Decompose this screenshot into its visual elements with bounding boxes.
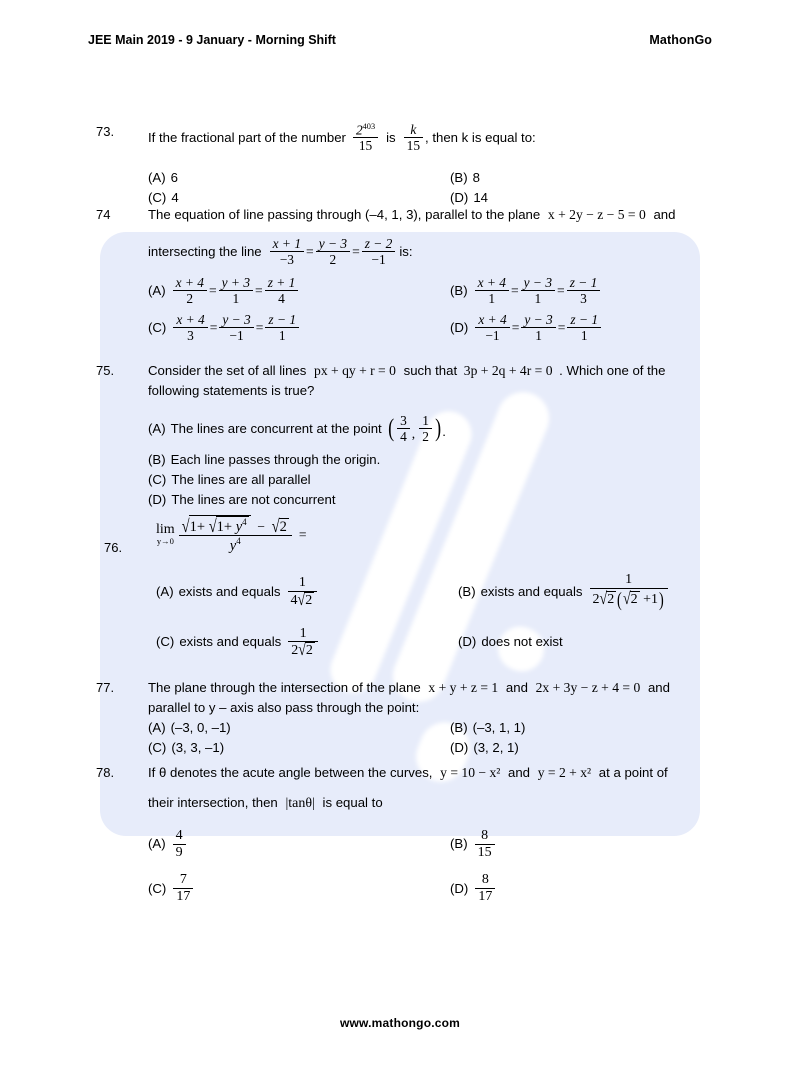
question-77 xyxy=(96,678,736,758)
option-frac-x xyxy=(173,312,207,343)
q74-line1-b: and xyxy=(653,207,676,222)
q77-line1-c: and xyxy=(647,680,670,695)
equals-sign: = xyxy=(557,282,565,298)
option-label: (D) xyxy=(450,319,469,335)
q74-options xyxy=(148,275,736,343)
equals-sign: = xyxy=(511,319,520,335)
question-76 xyxy=(104,515,744,659)
q77-line2: parallel to y – axis also pass through the point: xyxy=(148,700,420,715)
option-text: The lines are not concurrent xyxy=(171,492,336,507)
frac-num: 4 xyxy=(175,828,183,843)
frac-num: 1 xyxy=(625,572,633,588)
frac-den: −1 xyxy=(362,251,396,267)
option-row xyxy=(148,168,736,188)
option-b[interactable] xyxy=(450,275,602,306)
equals-sign: = xyxy=(352,243,360,259)
option-b[interactable] xyxy=(148,450,736,470)
option-label: (B) xyxy=(458,583,476,599)
question-body xyxy=(148,763,736,905)
q73-frac2-num: k xyxy=(410,122,417,138)
frac-den: 2 xyxy=(419,428,432,444)
option-value: (–3, 0, –1) xyxy=(170,720,231,735)
q73-fraction-2 xyxy=(404,122,423,153)
lim-subscript: y→0 xyxy=(156,536,174,547)
frac-den: 17 xyxy=(475,888,495,905)
option-a[interactable] xyxy=(148,168,450,188)
option-fraction xyxy=(173,872,193,904)
frac-den: 4 xyxy=(265,290,299,306)
question-78 xyxy=(96,763,736,905)
footer-url: www.mathongo.com xyxy=(339,1016,461,1030)
option-row xyxy=(148,275,736,306)
option-label: (C) xyxy=(148,190,167,206)
q78-curve-1: y = 10 − x² xyxy=(440,765,501,780)
option-c[interactable] xyxy=(148,312,450,343)
question-number: 73. xyxy=(96,124,115,139)
option-d[interactable] xyxy=(148,490,736,510)
sqrt-two-icon: √2 xyxy=(271,516,287,537)
frac-num: x + 4 xyxy=(175,275,204,290)
q73-text-a: If the fractional part of the number xyxy=(148,129,346,145)
limit-fraction xyxy=(179,515,292,554)
frac-den: 4 xyxy=(397,428,410,444)
frac-den: 4√2 xyxy=(288,591,318,609)
q73-text-b: is xyxy=(386,129,396,145)
q73-frac1-exponent: 403 xyxy=(362,122,376,131)
equals-sign: = xyxy=(510,282,519,298)
frac-den: 2 xyxy=(173,290,207,306)
q74-line-frac-y xyxy=(316,236,350,267)
question-number: 78. xyxy=(96,765,115,780)
equals-sign: = xyxy=(306,243,314,259)
option-label: (C) xyxy=(148,740,167,755)
frac-num: 8 xyxy=(481,872,489,888)
left-paren: ( xyxy=(387,414,394,442)
q78-curve-2: y = 2 + x² xyxy=(537,765,592,780)
option-label: (A) xyxy=(148,420,166,436)
frac-den: −1 xyxy=(219,327,253,343)
q74-line1-a: The equation of line passing through (–4, 1, 3), parallel to the plane xyxy=(148,207,541,222)
option-tail: . xyxy=(442,424,446,439)
frac-num: 8 xyxy=(481,828,489,843)
equals-sign: = xyxy=(209,319,218,335)
option-row xyxy=(156,626,744,659)
option-a[interactable] xyxy=(148,275,450,306)
q78-line1-c: at a point of xyxy=(598,765,668,780)
option-d[interactable] xyxy=(450,738,519,758)
frac-num: z − 1 xyxy=(570,312,599,327)
option-b[interactable] xyxy=(458,572,670,611)
frac-num: 1 xyxy=(298,575,306,591)
frac-den: 2√2 xyxy=(288,641,318,659)
option-fraction xyxy=(288,626,318,659)
option-label: (D) xyxy=(148,492,167,507)
frac-num: y − 3 xyxy=(222,312,251,327)
q74-line-frac-x xyxy=(270,236,304,267)
option-row xyxy=(148,718,736,738)
frac-den: 9 xyxy=(173,844,186,861)
option-d[interactable] xyxy=(450,872,497,904)
q73-options xyxy=(148,168,736,208)
frac-num: 1 xyxy=(422,413,429,428)
frac-num: x + 4 xyxy=(478,312,507,327)
frac-num: y + 3 xyxy=(221,275,251,290)
right-paren: ) xyxy=(435,414,442,442)
option-frac-z xyxy=(567,275,601,306)
option-label: (B) xyxy=(450,170,468,186)
option-b[interactable] xyxy=(450,828,497,860)
option-text: exists and equals xyxy=(178,583,281,599)
option-value: 8 xyxy=(472,170,480,186)
option-a[interactable] xyxy=(148,718,450,738)
option-label: (B) xyxy=(450,836,468,852)
limit-denominator: $y^4$ xyxy=(179,535,292,554)
q74-line-frac-z xyxy=(362,236,396,267)
equals-sign: = xyxy=(557,319,566,335)
option-value: (–3, 1, 1) xyxy=(472,720,526,735)
q74-plane-equation: x + 2y − z − 5 = 0 xyxy=(547,207,646,222)
option-fraction xyxy=(288,575,318,608)
option-fraction xyxy=(475,872,495,904)
option-label: (A) xyxy=(148,720,166,735)
option-text: Each line passes through the origin. xyxy=(170,452,381,467)
q73-text-c: , then k is equal to: xyxy=(425,129,536,145)
option-b[interactable] xyxy=(450,718,525,738)
question-body xyxy=(148,205,736,343)
option-row xyxy=(148,738,736,758)
frac-den: 2 xyxy=(316,251,350,267)
equals-sign: = xyxy=(298,526,307,542)
frac-den: 17 xyxy=(173,888,193,905)
q77-plane-equation-2: 2x + 3y − z + 4 = 0 xyxy=(535,680,641,695)
limit-operator xyxy=(156,523,175,546)
option-value: 6 xyxy=(170,170,178,186)
option-label: (D) xyxy=(450,880,469,896)
frac-den: 1 xyxy=(567,327,601,343)
frac-num: z − 2 xyxy=(364,236,393,251)
frac-num: x + 1 xyxy=(272,236,302,251)
frac-num: y − 3 xyxy=(524,312,553,327)
frac-den: 3 xyxy=(567,290,601,306)
option-label: (D) xyxy=(450,190,469,206)
q75-line2: following statements is true? xyxy=(148,383,315,398)
option-a[interactable] xyxy=(148,413,736,444)
option-frac-z xyxy=(265,312,299,343)
frac-num: y − 3 xyxy=(523,275,553,290)
option-frac-z xyxy=(567,312,601,343)
q75-condition-equation: 3p + 2q + 4r = 0 xyxy=(463,363,553,378)
option-label: (A) xyxy=(148,836,166,852)
option-frac-y xyxy=(521,312,555,343)
frac-num: z − 1 xyxy=(268,312,297,327)
option-label: (A) xyxy=(148,282,166,298)
option-label: (C) xyxy=(148,472,167,487)
option-label: (C) xyxy=(148,319,167,335)
option-frac-y xyxy=(219,312,253,343)
option-label: (B) xyxy=(450,282,468,298)
q77-line1-a: The plane through the intersection of the plane xyxy=(148,680,421,695)
option-row xyxy=(148,828,736,860)
q74-line2-b: is: xyxy=(399,243,413,259)
option-frac-y xyxy=(219,275,253,306)
q77-line1-b: and xyxy=(505,680,528,695)
option-row xyxy=(148,312,736,343)
q73-frac2-den: 15 xyxy=(404,137,423,153)
sqrt-inner-icon: $√1+ y^4$ xyxy=(208,516,247,537)
question-75 xyxy=(96,361,736,510)
option-fraction xyxy=(590,572,668,611)
question-74 xyxy=(96,205,736,343)
option-label: (C) xyxy=(148,880,167,896)
option-text: exists and equals xyxy=(480,583,583,599)
option-fraction xyxy=(475,828,495,860)
q73-frac1-num: 2 xyxy=(355,122,363,138)
option-frac-x xyxy=(475,312,509,343)
option-b[interactable] xyxy=(450,168,480,188)
q73-fraction-1 xyxy=(353,122,378,153)
frac-den: 2√2 (√2 +1) xyxy=(590,588,668,612)
frac-den: −3 xyxy=(270,251,304,267)
page-footer xyxy=(0,1016,800,1030)
q78-options xyxy=(148,828,736,905)
question-number: 75. xyxy=(96,363,115,378)
sqrt-outer-icon: $√1+ √1+ y^4$ xyxy=(182,515,251,535)
frac-den: 1 xyxy=(521,290,555,306)
q78-line2-b: is equal to xyxy=(322,795,383,810)
q74-line2-a: intersecting the line xyxy=(148,243,262,259)
question-body xyxy=(148,678,736,758)
q76-options xyxy=(156,572,744,659)
option-frac-x xyxy=(173,275,207,306)
frac-den: 1 xyxy=(219,290,253,306)
option-frac-z xyxy=(265,275,299,306)
frac-den: 1 xyxy=(265,327,299,343)
frac-den: 15 xyxy=(475,844,495,861)
point-x-fraction xyxy=(397,413,410,444)
option-d[interactable] xyxy=(458,626,563,659)
question-body xyxy=(156,515,744,659)
option-value: (3, 3, –1) xyxy=(171,740,225,755)
frac-den: −1 xyxy=(475,327,509,343)
option-label: (A) xyxy=(156,583,174,599)
option-row xyxy=(148,872,736,904)
equals-sign: = xyxy=(255,282,263,298)
option-fraction xyxy=(173,828,186,860)
option-label: (B) xyxy=(148,452,166,467)
option-label: (A) xyxy=(148,170,166,186)
option-a[interactable] xyxy=(148,828,450,860)
option-label: (B) xyxy=(450,720,468,735)
brand-label: MathonGo xyxy=(649,33,712,47)
option-c[interactable] xyxy=(148,738,450,758)
frac-num: x + 4 xyxy=(176,312,205,327)
option-d[interactable] xyxy=(450,312,603,343)
option-c[interactable] xyxy=(148,470,736,490)
lim-symbol: lim xyxy=(156,522,175,538)
question-number: 77. xyxy=(96,680,115,695)
option-text: does not exist xyxy=(481,634,563,650)
frac-num: z − 1 xyxy=(569,275,598,290)
frac-den: 1 xyxy=(521,327,555,343)
frac-num: 1 xyxy=(299,625,307,641)
q75-line-equation: px + qy + r = 0 xyxy=(314,363,396,378)
q78-line1-a: If θ denotes the acute angle between the curves, xyxy=(148,765,433,780)
option-a[interactable] xyxy=(156,572,458,611)
frac-num: 7 xyxy=(179,872,187,888)
option-text: The lines are all parallel xyxy=(171,472,311,487)
point-y-fraction xyxy=(419,413,432,444)
option-text: The lines are concurrent at the point xyxy=(170,420,382,436)
q78-line1-b: and xyxy=(508,765,531,780)
option-value: 14 xyxy=(473,190,488,206)
frac-den: 3 xyxy=(173,327,207,343)
option-text: exists and equals xyxy=(179,634,282,650)
option-value: 4 xyxy=(171,190,179,206)
q78-tan-expression: |tanθ| xyxy=(285,796,315,811)
question-number: 74 xyxy=(96,207,111,222)
q75-line1-a: Consider the set of all lines xyxy=(148,363,307,378)
question-body xyxy=(148,122,736,208)
q77-options xyxy=(148,718,736,758)
frac-num: x + 4 xyxy=(477,275,506,290)
question-body xyxy=(148,361,736,510)
q77-plane-equation-1: x + y + z = 1 xyxy=(428,680,499,695)
equals-sign: = xyxy=(255,319,264,335)
option-c[interactable] xyxy=(148,872,450,904)
option-label: (D) xyxy=(458,634,477,650)
frac-num: y − 3 xyxy=(318,236,348,251)
question-number: 76. xyxy=(104,540,123,555)
limit-numerator: $√1+ √1+ y^4 - √2$ xyxy=(181,516,287,537)
q75-options xyxy=(148,413,736,510)
frac-den: 1 xyxy=(475,290,509,306)
q75-line1-c: . Which one of the xyxy=(559,363,666,378)
exam-title: JEE Main 2019 - 9 January - Morning Shift xyxy=(88,33,336,47)
option-value: (3, 2, 1) xyxy=(473,740,519,755)
option-c[interactable] xyxy=(156,626,458,659)
q73-frac1-den: 15 xyxy=(353,137,378,153)
q78-line2-a: their intersection, then xyxy=(148,795,278,810)
option-row xyxy=(156,572,744,611)
frac-num: 3 xyxy=(400,413,407,428)
option-frac-y xyxy=(521,275,555,306)
q75-line1-b: such that xyxy=(403,363,458,378)
frac-num: z + 1 xyxy=(267,275,296,290)
comma: , xyxy=(411,426,416,441)
option-label: (C) xyxy=(156,634,175,650)
equals-sign: = xyxy=(208,282,217,298)
option-frac-x xyxy=(475,275,509,306)
question-73 xyxy=(96,122,736,208)
option-label: (D) xyxy=(450,740,469,755)
